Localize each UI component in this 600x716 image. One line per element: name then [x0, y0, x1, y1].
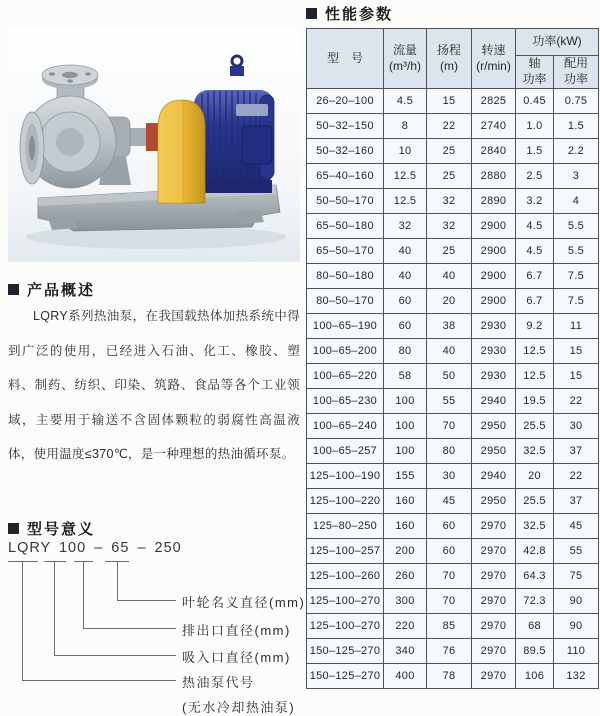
value-cell: 100: [384, 439, 427, 464]
table-row: [307, 364, 599, 389]
value-cell: 60: [384, 314, 427, 339]
value-cell: 12.5: [516, 339, 554, 364]
value-cell: 2930: [472, 339, 516, 364]
overview-heading: [8, 279, 95, 300]
table-row: [307, 164, 599, 189]
value-cell: 0.45: [516, 89, 554, 114]
value-cell: 300: [384, 589, 427, 614]
value-cell: 15: [554, 364, 599, 389]
diagram-label-pump-code-note: (无水冷却热油泵): [182, 700, 296, 715]
model-cell: 125–100–190: [307, 464, 384, 489]
value-cell: 2930: [472, 364, 516, 389]
value-cell: 2970: [472, 564, 516, 589]
model-cell: 125–100–270: [307, 614, 384, 639]
value-cell: 10: [384, 139, 427, 164]
model-cell: 100–65–200: [307, 339, 384, 364]
value-cell: 6.7: [516, 264, 554, 289]
square-bullet-icon: [306, 8, 317, 19]
model-cell: 100–65–220: [307, 364, 384, 389]
value-cell: 25: [427, 239, 472, 264]
value-cell: 25.5: [516, 414, 554, 439]
table-row: [307, 114, 599, 139]
value-cell: 32: [427, 214, 472, 239]
model-cell: 80–50–170: [307, 289, 384, 314]
junction-box: [242, 126, 272, 164]
value-cell: 58: [384, 364, 427, 389]
model-cell: 26–20–100: [307, 89, 384, 114]
value-cell: 110: [554, 639, 599, 664]
left-column: [8, 0, 306, 715]
model-cell: 50–50–170: [307, 189, 384, 214]
table-row: [307, 664, 599, 689]
diagram-label-discharge-diameter: 排出口直径(mm): [182, 623, 291, 638]
model-cell: 100–65–230: [307, 389, 384, 414]
value-cell: 85: [427, 614, 472, 639]
value-cell: 160: [384, 514, 427, 539]
col-header-shaft-line2: 功率: [522, 72, 547, 86]
value-cell: 0.75: [554, 89, 599, 114]
suction-flange: [20, 112, 44, 184]
value-cell: 100: [384, 389, 427, 414]
connector-line: [54, 561, 55, 655]
table-row: [307, 564, 599, 589]
value-cell: 7.5: [554, 264, 599, 289]
value-cell: 90: [554, 614, 599, 639]
connector-line: [83, 561, 84, 628]
value-cell: 8: [384, 114, 427, 139]
value-cell: 2.5: [516, 164, 554, 189]
value-cell: 4.5: [516, 214, 554, 239]
connector-line: [117, 561, 118, 600]
value-cell: 70: [427, 414, 472, 439]
model-cell: 100–65–190: [307, 314, 384, 339]
value-cell: 38: [427, 314, 472, 339]
model-cell: 125–80–250: [307, 514, 384, 539]
value-cell: 64.3: [516, 564, 554, 589]
model-meaning-heading: [8, 518, 95, 539]
table-row: [307, 89, 599, 114]
connector-line: [22, 680, 176, 681]
model-meaning-diagram: [8, 540, 306, 715]
table-row: [307, 414, 599, 439]
code-underline: [8, 561, 38, 562]
value-cell: 15: [427, 89, 472, 114]
value-cell: 40: [384, 264, 427, 289]
performance-heading: [306, 3, 393, 24]
value-cell: 1.5: [516, 139, 554, 164]
table-row: [307, 314, 599, 339]
value-cell: 12.5: [384, 164, 427, 189]
value-cell: 78: [427, 664, 472, 689]
value-cell: 19.5: [516, 389, 554, 414]
connector-line: [22, 561, 23, 680]
value-cell: 9.2: [516, 314, 554, 339]
value-cell: 2950: [472, 439, 516, 464]
value-cell: 80: [384, 339, 427, 364]
model-cell: 65–50–170: [307, 239, 384, 264]
value-cell: 4.5: [384, 89, 427, 114]
col-header-speed-line2: (r/min): [476, 58, 511, 73]
table-row: [307, 614, 599, 639]
value-cell: 25: [427, 139, 472, 164]
table-row: [307, 589, 599, 614]
value-cell: 90: [554, 589, 599, 614]
value-cell: 2940: [472, 464, 516, 489]
model-cell: 65–40–160: [307, 164, 384, 189]
value-cell: 2970: [472, 589, 516, 614]
table-row: [307, 289, 599, 314]
model-cell: 125–100–257: [307, 539, 384, 564]
performance-table-body: [307, 89, 599, 689]
table-row: [307, 389, 599, 414]
value-cell: 2825: [472, 89, 516, 114]
value-cell: 7.5: [554, 289, 599, 314]
value-cell: 15: [554, 339, 599, 364]
value-cell: 4.5: [516, 239, 554, 264]
table-row: [307, 639, 599, 664]
value-cell: 12.5: [516, 364, 554, 389]
value-cell: 32: [427, 189, 472, 214]
value-cell: 3.2: [516, 189, 554, 214]
table-row: [307, 489, 599, 514]
value-cell: 32.5: [516, 439, 554, 464]
value-cell: 1.0: [516, 114, 554, 139]
col-header-rated-line2: 功率: [564, 72, 589, 86]
coupling-guard: [158, 100, 205, 203]
value-cell: 100: [384, 414, 427, 439]
value-cell: 3: [554, 164, 599, 189]
pump-illustration: [8, 30, 300, 262]
model-meaning-title: 型号意义: [27, 521, 96, 538]
value-cell: 25: [427, 164, 472, 189]
connector-line: [83, 628, 176, 629]
motor-foot: [200, 180, 272, 193]
value-cell: 2.2: [554, 139, 599, 164]
diagram-label-suction-diameter: 吸入口直径(mm): [182, 650, 291, 665]
performance-table: [306, 28, 599, 689]
square-bullet-icon: [8, 523, 19, 534]
value-cell: 25.5: [516, 489, 554, 514]
model-cell: 65–50–180: [307, 214, 384, 239]
model-cell: 125–100–260: [307, 564, 384, 589]
value-cell: 2840: [472, 139, 516, 164]
value-cell: 132: [554, 664, 599, 689]
table-row: [307, 214, 599, 239]
value-cell: 200: [384, 539, 427, 564]
col-header-shaft-line1: 轴: [528, 56, 541, 71]
value-cell: 5.5: [554, 214, 599, 239]
value-cell: 260: [384, 564, 427, 589]
model-cell: 100–65–240: [307, 414, 384, 439]
model-cell: 80–50–180: [307, 264, 384, 289]
value-cell: 68: [516, 614, 554, 639]
value-cell: 76: [427, 639, 472, 664]
value-cell: 2970: [472, 539, 516, 564]
coupling-red: [146, 123, 158, 151]
value-cell: 11: [554, 314, 599, 339]
value-cell: 5.5: [554, 239, 599, 264]
motor-nameplate: [236, 104, 268, 116]
value-cell: 2970: [472, 639, 516, 664]
model-cell: 150–125–270: [307, 639, 384, 664]
model-cell: 125–100–220: [307, 489, 384, 514]
value-cell: 22: [427, 114, 472, 139]
value-cell: 2950: [472, 414, 516, 439]
model-cell: 100–65–257: [307, 439, 384, 464]
value-cell: 30: [554, 414, 599, 439]
code-underline: [44, 561, 66, 562]
table-row: [307, 539, 599, 564]
table-row: [307, 264, 599, 289]
value-cell: 12.5: [384, 189, 427, 214]
value-cell: 40: [427, 339, 472, 364]
connector-line: [54, 655, 176, 656]
col-header-flow: [384, 29, 427, 89]
value-cell: 50: [427, 364, 472, 389]
table-row: [307, 339, 599, 364]
value-cell: 45: [554, 514, 599, 539]
value-cell: 20: [427, 289, 472, 314]
value-cell: 2940: [472, 389, 516, 414]
model-code: LQRY 100 – 65 – 250: [8, 540, 182, 556]
value-cell: 72.3: [516, 589, 554, 614]
value-cell: 32: [384, 214, 427, 239]
value-cell: 60: [427, 539, 472, 564]
table-row: [307, 439, 599, 464]
value-cell: 220: [384, 614, 427, 639]
value-cell: 20: [516, 464, 554, 489]
diagram-label-pump-code: 热油泵代号: [182, 675, 255, 690]
value-cell: 55: [554, 539, 599, 564]
square-bullet-icon: [8, 284, 19, 295]
col-header-speed: [472, 29, 516, 89]
value-cell: 106: [516, 664, 554, 689]
value-cell: 60: [427, 514, 472, 539]
value-cell: 6.7: [516, 289, 554, 314]
col-header-head: [427, 29, 472, 89]
table-row: [307, 464, 599, 489]
value-cell: 30: [427, 464, 472, 489]
overview-title: 产品概述: [27, 282, 96, 299]
performance-title: 性能参数: [325, 6, 394, 23]
model-cell: 50–32–160: [307, 139, 384, 164]
value-cell: 160: [384, 489, 427, 514]
value-cell: 40: [384, 239, 427, 264]
overview-body: LQRY系列热油泵，在我国载热体加热系统中得到广泛的使用，已经进入石油、化工、橡胶、塑料、制药、纺织、印染、筑路、食品等各个工业领域，主要用于输送不含固体颗粒的弱腐性高温液体，使用温度≤370℃，是一种理想的热油循环泵。: [8, 309, 300, 461]
value-cell: 2900: [472, 214, 516, 239]
col-header-flow-line2: (m³/h): [389, 58, 421, 73]
value-cell: 37: [554, 439, 599, 464]
table-row: [307, 239, 599, 264]
value-cell: 40: [427, 264, 472, 289]
value-cell: 2970: [472, 614, 516, 639]
value-cell: 32.5: [516, 514, 554, 539]
col-header-model: 型 号: [307, 29, 384, 89]
value-cell: 70: [427, 564, 472, 589]
value-cell: 37: [554, 489, 599, 514]
col-header-speed-line1: 转速: [481, 42, 506, 57]
col-header-rated-line1: 配用: [564, 56, 589, 71]
value-cell: 340: [384, 639, 427, 664]
value-cell: 42.8: [516, 539, 554, 564]
value-cell: 155: [384, 464, 427, 489]
value-cell: 22: [554, 389, 599, 414]
value-cell: 2970: [472, 514, 516, 539]
value-cell: 1.5: [554, 114, 599, 139]
value-cell: 60: [384, 289, 427, 314]
value-cell: 89.5: [516, 639, 554, 664]
diagram-label-impeller-diameter: 叶轮名义直径(mm): [182, 595, 306, 610]
value-cell: 2900: [472, 264, 516, 289]
value-cell: 80: [427, 439, 472, 464]
col-header-rated-power: [554, 56, 599, 89]
value-cell: 55: [427, 389, 472, 414]
model-cell: 125–100–270: [307, 589, 384, 614]
value-cell: 4: [554, 189, 599, 214]
value-cell: 2880: [472, 164, 516, 189]
table-row: [307, 139, 599, 164]
value-cell: 75: [554, 564, 599, 589]
model-cell: 50–32–150: [307, 114, 384, 139]
col-header-head-line2: (m): [440, 58, 458, 73]
value-cell: 400: [384, 664, 427, 689]
product-photo: [8, 30, 300, 262]
value-cell: 2970: [472, 664, 516, 689]
col-header-shaft-power: [516, 56, 554, 89]
connector-line: [117, 600, 176, 601]
value-cell: 2740: [472, 114, 516, 139]
value-cell: 2950: [472, 489, 516, 514]
table-row: [307, 514, 599, 539]
right-column: [306, 0, 598, 713]
value-cell: 2930: [472, 314, 516, 339]
value-cell: 45: [427, 489, 472, 514]
performance-table-head: [307, 29, 599, 89]
col-header-power-group: 功率(kW): [516, 29, 599, 56]
value-cell: 2890: [472, 189, 516, 214]
value-cell: 22: [554, 464, 599, 489]
col-header-flow-line1: 流量: [392, 42, 417, 57]
value-cell: 2900: [472, 289, 516, 314]
value-cell: 2900: [472, 239, 516, 264]
table-row: [307, 189, 599, 214]
value-cell: 70: [427, 589, 472, 614]
model-cell: 150–125–270: [307, 664, 384, 689]
col-header-head-line1: 扬程: [436, 42, 461, 57]
